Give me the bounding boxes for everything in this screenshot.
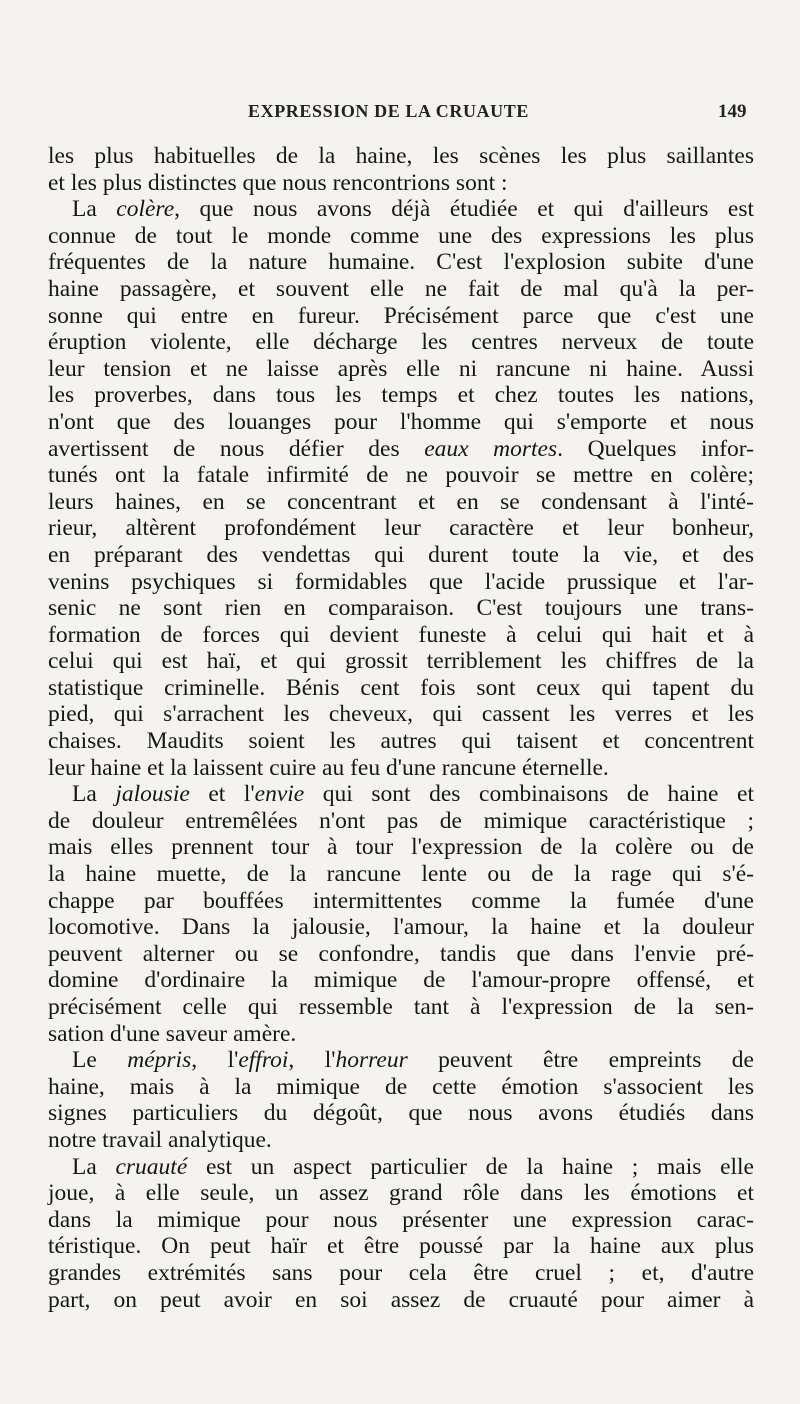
- text-line: [48, 303, 754, 330]
- text-line: [48, 249, 754, 276]
- text-segment: qui sont des combinaisons de haine et: [304, 781, 754, 808]
- running-title: EXPRESSION DE LA CRUAUTE: [248, 101, 529, 121]
- text-segment: part, on peut avoir en soi assez de cruauté pour aimer à: [48, 1286, 754, 1313]
- text-segment: haine, mais à la mimique de cette émotion s'associent les: [48, 1073, 754, 1100]
- text-line: [48, 994, 754, 1021]
- italic-term: jalousie: [115, 781, 190, 808]
- text-segment: les plus habituelles de la haine, les scènes les plus saillantes: [48, 143, 754, 169]
- text-segment: les proverbes, dans tous les temps et chez toutes les nations,: [48, 382, 754, 409]
- text-segment: grandes extrémités sans pour cela être cruel ; et, d'autre: [48, 1259, 754, 1286]
- text-line: [48, 1047, 754, 1074]
- text-segment: est un aspect particulier de la haine ; mais elle: [187, 1153, 754, 1180]
- text-segment: peuvent être empreints de: [407, 1047, 754, 1074]
- text-segment: . Quelques infor-: [557, 435, 754, 462]
- text-segment: locomotive. Dans la jalousie, l'amour, la haine et la douleur: [48, 914, 754, 941]
- page-number: 149: [718, 101, 747, 122]
- text-segment: , l': [288, 1047, 336, 1074]
- text-line: [48, 1287, 754, 1314]
- text-segment: précisément celle qui ressemble tant à l'expression de la sen-: [48, 994, 754, 1020]
- text-segment: notre travail analytique.: [48, 1126, 272, 1153]
- text-line: [48, 409, 754, 436]
- text-segment: de douleur entremêlées n'ont pas de mimique caractéristique ;: [48, 807, 754, 834]
- text-line: [48, 967, 754, 994]
- text-line: [48, 276, 754, 303]
- text-line: [48, 356, 754, 383]
- italic-term: colère: [116, 196, 175, 223]
- body-text: [48, 143, 754, 1313]
- text-segment: pied, qui s'arrachent les cheveux, qui cassent les verres et les: [48, 701, 754, 728]
- text-segment: joue, à elle seule, un assez grand rôle dans les émotions et: [48, 1180, 754, 1207]
- text-segment: dans la mimique pour nous présenter une expression carac-: [48, 1206, 754, 1233]
- text-segment: chaises. Maudits soient les autres qui taisent et concentrent: [48, 728, 754, 755]
- text-line: [48, 781, 754, 808]
- text-segment: en préparant des vendettas qui durent toute la vie, et des: [48, 541, 754, 568]
- text-segment: sonne qui entre en fureur. Précisément parce que c'est une: [48, 302, 754, 329]
- text-segment: senic ne sont rien en comparaison. C'est toujours une trans-: [48, 595, 754, 622]
- text-line: [48, 143, 754, 170]
- text-line: [48, 436, 754, 463]
- text-segment: celui qui est haï, et qui grossit terriblement les chiffres de la: [48, 648, 754, 675]
- text-line: [48, 941, 754, 968]
- text-segment: connue de tout le monde comme une des expressions les plus: [48, 222, 754, 249]
- text-line: [48, 1180, 754, 1207]
- italic-term: mépris: [127, 1047, 192, 1074]
- text-line: [48, 196, 754, 223]
- text-line: [48, 808, 754, 835]
- text-line: [48, 515, 754, 542]
- text-line: [48, 1074, 754, 1101]
- text-line: [48, 1100, 754, 1127]
- text-line: [48, 648, 754, 675]
- text-line: [48, 489, 754, 516]
- text-segment: tunés ont la fatale infirmité de ne pouvoir se mettre en colère;: [48, 462, 754, 489]
- text-line: [48, 622, 754, 649]
- text-segment: éruption violente, elle décharge les centres nerveux de toute: [48, 329, 754, 356]
- running-header: [0, 101, 800, 129]
- text-line: [48, 1021, 754, 1048]
- text-line: [48, 861, 754, 888]
- text-segment: statistique criminelle. Bénis cent fois sont ceux qui tapent du: [48, 674, 754, 701]
- text-segment: peuvent alterner ou se confondre, tandis que dans l'envie pré-: [48, 940, 754, 967]
- text-line: [48, 1207, 754, 1234]
- text-line: [48, 675, 754, 702]
- text-segment: mais elles prennent tour à tour l'expression de la colère ou de: [48, 834, 754, 861]
- italic-term: effroi: [238, 1047, 289, 1074]
- italic-term: envie: [254, 781, 305, 808]
- text-segment: La: [72, 196, 117, 223]
- text-line: [48, 223, 754, 250]
- text-segment: la haine muette, de la rancune lente ou de la rage qui s'é-: [48, 861, 754, 888]
- text-line: [48, 888, 754, 915]
- text-segment: La: [72, 781, 116, 808]
- italic-term: horreur: [335, 1047, 408, 1074]
- text-line: [48, 329, 754, 356]
- text-segment: venins psychiques si formidables que l'acide prussique et l'ar-: [48, 568, 754, 595]
- text-line: [48, 462, 754, 489]
- text-segment: rieur, altèrent profondément leur caractère et leur bonheur,: [48, 515, 754, 542]
- text-segment: avertissent de nous défier des: [48, 435, 425, 462]
- text-line: [48, 914, 754, 941]
- text-segment: et les plus distinctes que nous rencontrions sont :: [48, 169, 508, 196]
- text-line: [48, 701, 754, 728]
- text-line: [48, 569, 754, 596]
- italic-term: eaux mortes: [424, 435, 558, 462]
- text-line: [48, 755, 754, 782]
- text-line: [48, 1127, 754, 1154]
- text-segment: leur tension et ne laisse après elle ni rancune ni haine. Aussi: [48, 355, 754, 382]
- text-segment: sation d'une saveur amère.: [48, 1020, 297, 1047]
- text-segment: et l': [189, 781, 255, 808]
- text-line: [48, 728, 754, 755]
- text-segment: , que nous avons déjà étudiée et qui d'ailleurs est: [174, 196, 754, 223]
- text-line: [48, 1154, 754, 1181]
- text-segment: leurs haines, en se concentrant et en se condensant à l'inté-: [48, 488, 754, 515]
- text-segment: n'ont que des louanges pour l'homme qui s'emporte et nous: [48, 408, 754, 435]
- text-line: [48, 834, 754, 861]
- text-line: [48, 1260, 754, 1287]
- text-segment: formation de forces qui devient funeste à celui qui hait et à: [48, 621, 754, 648]
- text-segment: La: [72, 1153, 116, 1180]
- text-segment: chappe par bouffées intermittentes comme la fumée d'une: [48, 887, 754, 914]
- text-segment: Le: [72, 1047, 128, 1074]
- text-segment: , l': [191, 1047, 239, 1074]
- text-line: [48, 1233, 754, 1260]
- text-segment: domine d'ordinaire la mimique de l'amour-propre offensé, et: [48, 967, 754, 994]
- text-line: [48, 382, 754, 409]
- text-line: [48, 542, 754, 569]
- text-segment: fréquentes de la nature humaine. C'est l'explosion subite d'une: [48, 249, 754, 276]
- text-line: [48, 595, 754, 622]
- text-segment: leur haine et la laissent cuire au feu d'une rancune éternelle.: [48, 754, 609, 781]
- text-segment: signes particuliers du dégoût, que nous avons étudiés dans: [48, 1100, 754, 1127]
- text-segment: haine passagère, et souvent elle ne fait de mal qu'à la per-: [48, 275, 754, 302]
- text-segment: téristique. On peut haïr et être poussé par la haine aux plus: [48, 1233, 754, 1260]
- italic-term: cruauté: [115, 1153, 188, 1180]
- text-line: [48, 170, 754, 197]
